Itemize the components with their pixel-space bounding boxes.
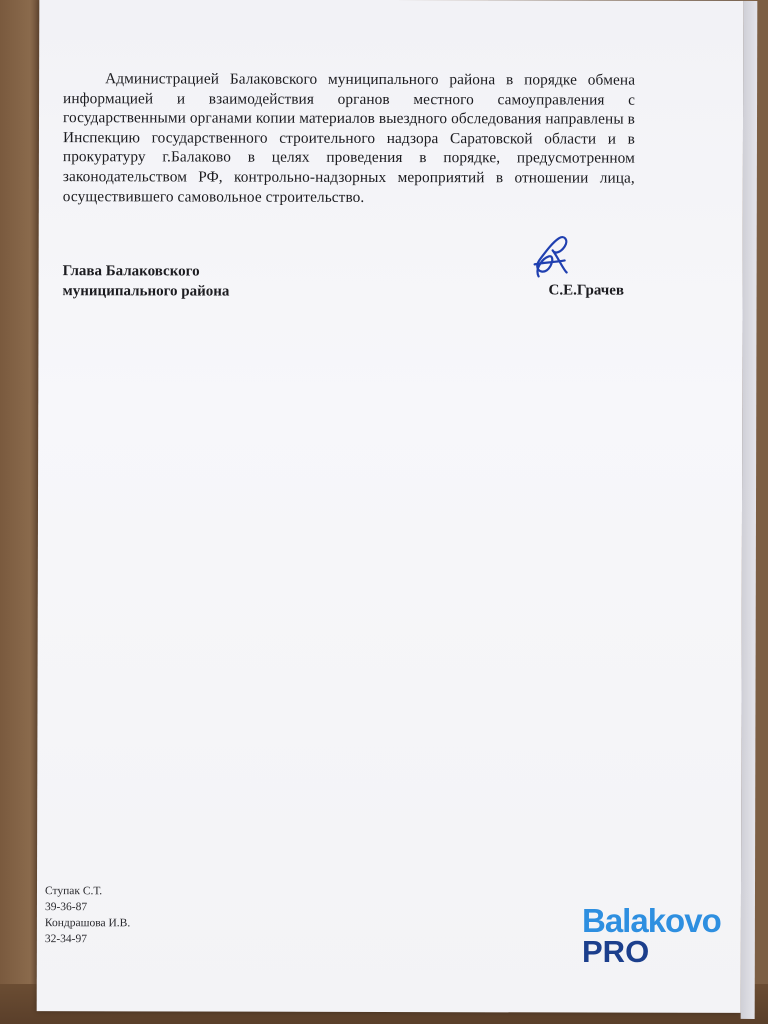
document-page xyxy=(37,0,744,1013)
signatory-title-line1: Глава Балаковского xyxy=(62,263,200,280)
signatory-title xyxy=(63,261,230,301)
watermark-line2: PRO xyxy=(582,934,650,969)
handwritten-signature xyxy=(509,228,581,286)
executors-block xyxy=(45,883,130,947)
executor-name-2: Кондрашова И.В. xyxy=(44,917,131,930)
signer-name: С.Е.Грачев xyxy=(548,282,624,299)
signatory-title-line2: муниципального района xyxy=(62,283,230,300)
executor-phone-2: 32-34-97 xyxy=(44,933,88,946)
page-edge-shadow xyxy=(741,1,758,1019)
watermark-line1: Balakovo xyxy=(582,902,721,939)
body-paragraph: Администрацией Балаковского муниципального района в порядке обмена информацией и взаимодействия органов местного самоуправления с государственными органами копии материалов выездного обследования направлены в Инспекцию государственного строительного надзора Саратовской области и в прокуратуру г.Балаково в целях проведения в порядке, предусмотренном законодательством РФ, контрольно-надзорных мероприятий в отношении лица, осуществившего самовольное строительство. xyxy=(62,70,636,206)
balakovo-pro-watermark xyxy=(582,904,732,967)
executor-phone-1: 39-36-87 xyxy=(44,901,88,914)
executor-name-1: Ступак С.Т. xyxy=(44,885,103,898)
